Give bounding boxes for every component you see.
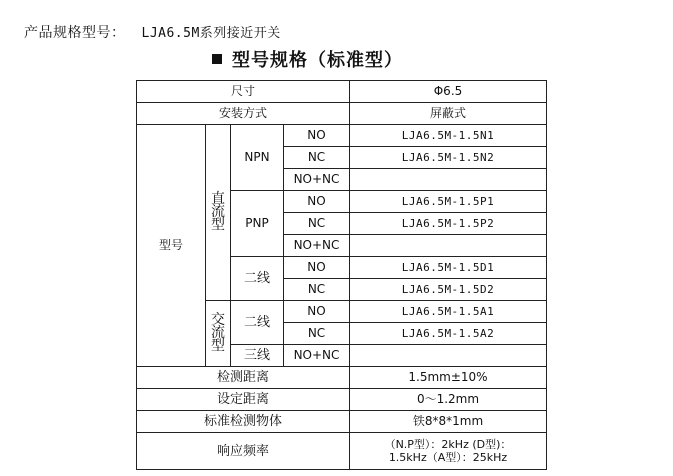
pnp-label: PNP xyxy=(231,191,284,257)
dc-two-wire-type-nc: NC xyxy=(284,279,350,301)
set-distance-label: 设定距离 xyxy=(137,389,350,411)
standard-object-label: 标准检测物体 xyxy=(137,411,350,433)
dc-two-wire-label: 二线 xyxy=(231,257,284,301)
ac-label: 交 流 型 xyxy=(206,301,231,367)
response-frequency-label: 响应频率 xyxy=(137,433,350,470)
table-row xyxy=(137,103,547,125)
pnp-code-nonc xyxy=(350,235,547,257)
size-value: Φ6.5 xyxy=(350,81,547,103)
table-row xyxy=(137,433,547,470)
npn-type-no: NO xyxy=(284,125,350,147)
table-row xyxy=(137,125,547,147)
dc-two-wire-type-no: NO xyxy=(284,257,350,279)
ac-three-wire-code xyxy=(350,345,547,367)
ac-two-wire-code-nc: LJA6.5M-1.5A2 xyxy=(350,323,547,345)
npn-code-nc: LJA6.5M-1.5N2 xyxy=(350,147,547,169)
product-model-value: LJA6.5M系列接近开关 xyxy=(141,26,281,41)
ac-three-wire-type: NO+NC xyxy=(284,345,350,367)
npn-type-nc: NC xyxy=(284,147,350,169)
spec-table xyxy=(136,80,547,470)
table-row xyxy=(137,81,547,103)
product-model-label: 产品规格型号： xyxy=(24,25,126,41)
square-bullet-icon xyxy=(212,54,222,64)
dc-two-wire-code-no: LJA6.5M-1.5D1 xyxy=(350,257,547,279)
ac-two-wire-code-no: LJA6.5M-1.5A1 xyxy=(350,301,547,323)
sensing-distance-value: 1.5mm±10% xyxy=(350,367,547,389)
model-label: 型号 xyxy=(137,125,206,367)
size-label: 尺寸 xyxy=(137,81,350,103)
ac-two-wire-label: 二线 xyxy=(231,301,284,345)
npn-label: NPN xyxy=(231,125,284,191)
table-row xyxy=(137,389,547,411)
spec-title xyxy=(212,46,403,72)
npn-code-no: LJA6.5M-1.5N1 xyxy=(350,125,547,147)
ac-two-wire-type-no: NO xyxy=(284,301,350,323)
product-model-header xyxy=(24,22,281,42)
mount-label: 安装方式 xyxy=(137,103,350,125)
table-row xyxy=(137,411,547,433)
pnp-type-no: NO xyxy=(284,191,350,213)
dc-label: 直 流 型 xyxy=(206,125,231,301)
response-frequency-line1: （N.P型）：2kHz (D型)： xyxy=(384,438,512,451)
set-distance-value: 0～1.2mm xyxy=(350,389,547,411)
dc-two-wire-code-nc: LJA6.5M-1.5D2 xyxy=(350,279,547,301)
response-frequency-line2: 1.5kHz（A型）：25kHz xyxy=(388,451,508,464)
table-row xyxy=(137,367,547,389)
pnp-code-nc: LJA6.5M-1.5P2 xyxy=(350,213,547,235)
pnp-code-no: LJA6.5M-1.5P1 xyxy=(350,191,547,213)
pnp-type-nc: NC xyxy=(284,213,350,235)
ac-three-wire-label: 三线 xyxy=(231,345,284,367)
spec-title-text: 型号规格（标准型） xyxy=(232,50,403,71)
ac-two-wire-type-nc: NC xyxy=(284,323,350,345)
response-frequency-value xyxy=(350,433,547,470)
pnp-type-nonc: NO+NC xyxy=(284,235,350,257)
mount-value: 屏蔽式 xyxy=(350,103,547,125)
npn-type-nonc: NO+NC xyxy=(284,169,350,191)
sensing-distance-label: 检测距离 xyxy=(137,367,350,389)
standard-object-value: 铁8*8*1mm xyxy=(350,411,547,433)
npn-code-nonc xyxy=(350,169,547,191)
